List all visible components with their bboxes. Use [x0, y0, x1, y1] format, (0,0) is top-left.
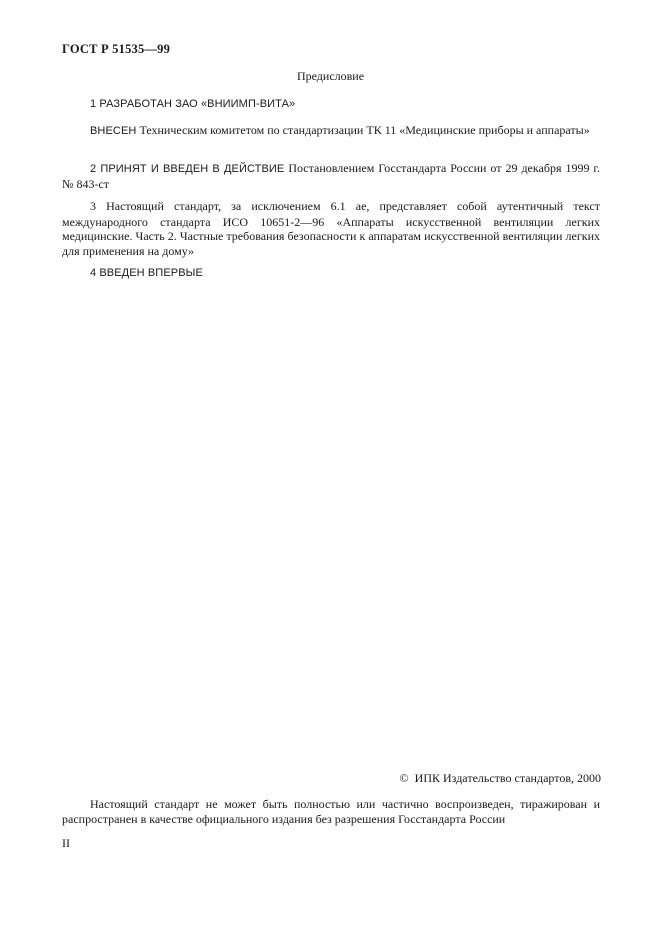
copyright-icon: ©: [399, 771, 409, 785]
paragraph-text: Техническим комитетом по стандартизации ТК 11 «Медицинские приборы и аппараты»: [136, 123, 590, 137]
paragraph-lead: 2 ПРИНЯТ И ВВЕДЕН В ДЕЙСТВИЕ: [90, 163, 285, 175]
reproduction-notice: Настоящий стандарт не может быть полностью или частично воспроизведен, тиражирован и распространен в качестве официального издания без разрешения Госстандарта России: [62, 797, 600, 826]
paragraph-developed-by: [62, 96, 600, 112]
paragraph-text: 3 Настоящий стандарт, за исключением 6.1 ае, представляет собой аутентичный текст международного стандарта ИСО 10651-2—96 «Аппараты искусственной вентиляции легких медицинские. Часть 2. Частные требования безопасности к аппаратам искусственной вентиляции легких для применения на дому»: [62, 199, 600, 258]
section-title: Предисловие: [296, 69, 365, 83]
copyright-text: ИПК Издательство стандартов, 2000: [414, 771, 601, 785]
copyright-line: [400, 771, 601, 786]
document-code: ГОСТ Р 51535—99: [62, 42, 171, 56]
paragraph-lead: 4 ВВЕДЕН ВПЕРВЫЕ: [90, 267, 203, 279]
paragraph-lead: 1 РАЗРАБОТАН ЗАО «ВНИИМП-ВИТА»: [90, 98, 296, 110]
paragraph-lead: ВНЕСЕН: [90, 125, 137, 137]
paragraph-authentic-text: [62, 199, 600, 258]
paragraph-text: Постановлением Госстандарта России от 29 декабря 1999 г. № 843-ст: [62, 161, 600, 191]
paragraph-first-introduced: [62, 265, 600, 281]
paragraph-adopted: [62, 161, 600, 191]
page-number: II: [62, 836, 70, 850]
paragraph-introduced-by: [62, 123, 600, 139]
